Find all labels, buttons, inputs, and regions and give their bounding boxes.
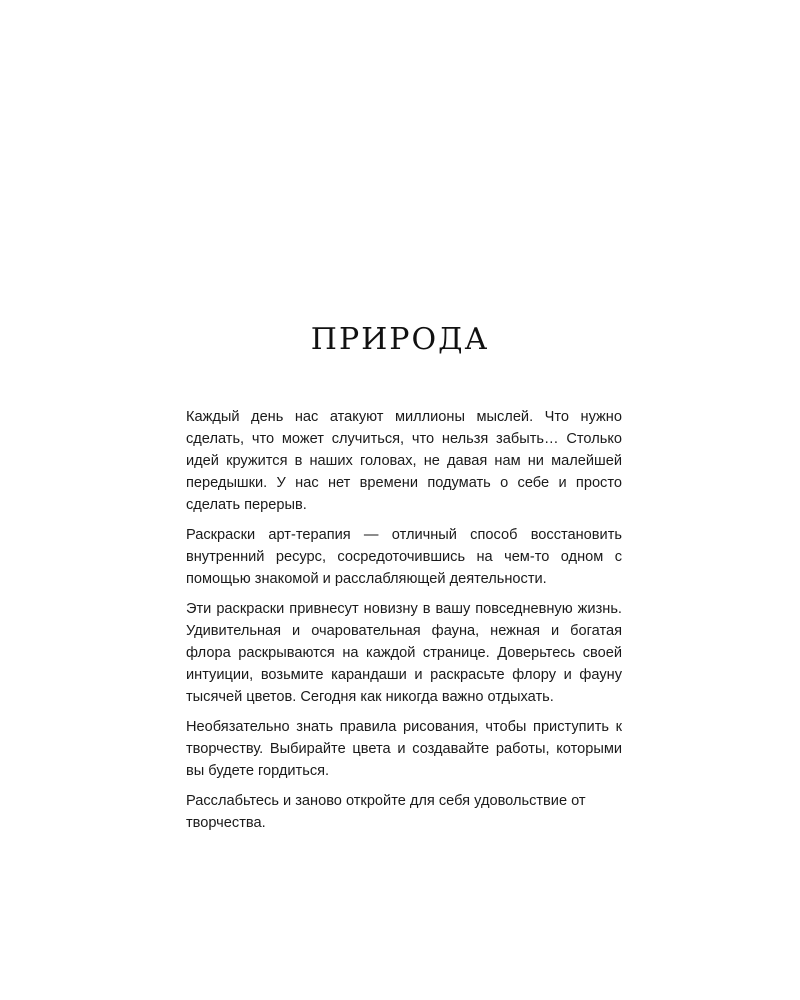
- page-title: ПРИРОДА: [310, 322, 490, 357]
- paragraph-5: Расслабьтесь и заново откройте для себя удовольствие от творчества.: [186, 793, 586, 831]
- paragraph-4: Необязательно знать правила рисования, чтобы приступить к творчеству. Выбирайте цвета и создавайте работы, которыми вы будете гордиться.: [186, 719, 622, 779]
- paragraph-2: Раскраски арт-терапия — отличный способ восстановить внутренний ресурс, сосредоточившись на чем-то одном с помощью знакомой и расслабляющей деятельности.: [186, 527, 622, 587]
- paragraph-3: Эти раскраски привнесут новизну в вашу повседневную жизнь. Удивительная и очаровательная фауна, нежная и богатая флора раскрываются на каждой странице. Доверьтесь своей интуиции, возьмите карандаши и раскрасьте флору и фауну тысячей цветов. Сегодня как никогда важно отдыхать.: [186, 601, 622, 705]
- body-text: [186, 406, 622, 842]
- paragraph-1: Каждый день нас атакуют миллионы мыслей. Что нужно сделать, что может случиться, что нельзя забыть… Столько идей кружится в наших головах, не давая нам ни малейшей передышки. У нас нет времени подумать о себе и просто сделать перерыв.: [186, 409, 622, 513]
